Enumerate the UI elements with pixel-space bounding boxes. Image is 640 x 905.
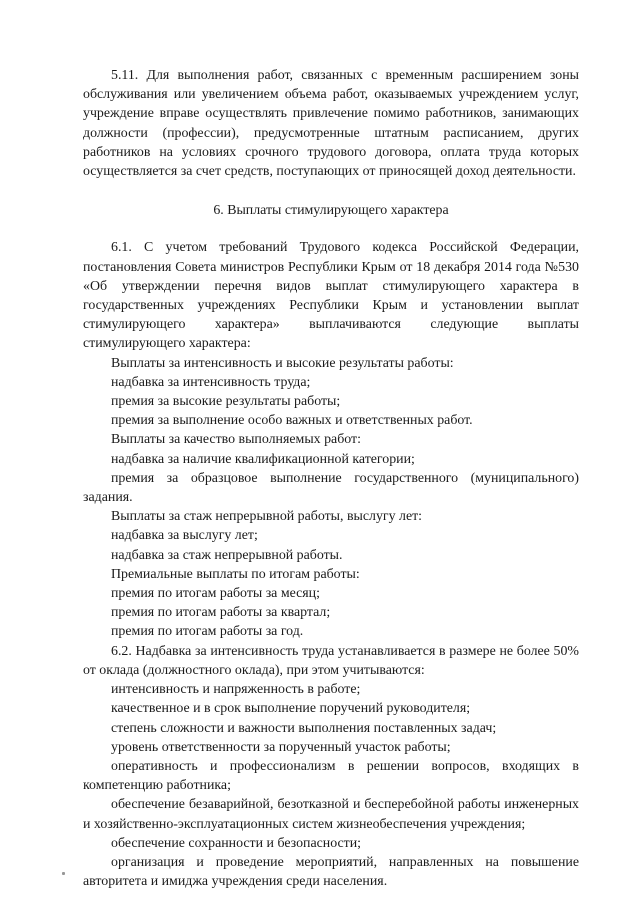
list-item: обеспечение безаварийной, безотказной и бесперебойной работы инженерных и хозяйственно-эксплуатационных систем жизнеобеспечения учреждения; (83, 797, 579, 832)
list-item: обеспечение сохранности и безопасности; (111, 835, 362, 851)
list-item: премия по итогам работы за год. (111, 624, 304, 640)
list-item: Премиальные выплаты по итогам работы: (111, 566, 360, 582)
paragraph-6-1: 6.1. С учетом требований Трудового кодекса Российской Федерации, постановления Совета министров Республики Крым от 18 декабря 2014 года №530 «Об утверждении перечня видов выплат стимулирующего характера в государственных учреждениях Республики Крым и установлении выплат стимулирующего характера» выплачиваются следующие выплаты стимулирующего характера: (83, 240, 579, 352)
paragraph-6-2: 6.2. Надбавка за интенсивность труда устанавливается в размере не более 50% от оклада (должностного оклада), при этом учитываются: (83, 643, 579, 678)
section-6-heading: 6. Выплаты стимулирующего характера (213, 203, 449, 219)
list-item: степень сложности и важности выполнения поставленных задач; (111, 720, 497, 736)
list-item: надбавка за стаж непрерывной работы. (111, 547, 343, 563)
list-item: премия за выполнение особо важных и ответственных работ. (111, 413, 473, 429)
list-item: премия по итогам работы за квартал; (111, 605, 331, 621)
scan-speck (62, 872, 65, 875)
list-item: Выплаты за качество выполняемых работ: (111, 432, 361, 448)
spacer (83, 181, 579, 201)
list-item: премия за образцовое выполнение государственного (муниципального) задания. (83, 470, 579, 506)
list-item: премия за высокие результаты работы; (111, 394, 341, 410)
spacer (83, 220, 579, 238)
document-body (83, 66, 579, 891)
list-item: оперативность и профессионализм в решении вопросов, входящих в компетенцию работника; (83, 758, 579, 794)
list-item: организация и проведение мероприятий, направленных на повышение авторитета и имиджа учреждения среди населения. (83, 854, 579, 890)
list-item: уровень ответственности за порученный участок работы; (111, 739, 451, 755)
list-item: надбавка за интенсивность труда; (111, 374, 311, 390)
list-item: Выплаты за стаж непрерывной работы, выслугу лет: (111, 509, 423, 525)
list-item: надбавка за наличие квалификационной категории; (111, 451, 415, 467)
list-item: качественное и в срок выполнение поручений руководителя; (111, 701, 471, 717)
list-item: Выплаты за интенсивность и высокие результаты работы: (111, 355, 454, 371)
list-item: надбавка за выслугу лет; (111, 528, 258, 544)
list-item: интенсивность и напряженность в работе; (111, 682, 361, 698)
paragraph-5-11: 5.11. Для выполнения работ, связанных с временным расширением зоны обслуживания или увеличением объема работ, оказываемых учреждением услуг, учреждение вправе осуществлять привлечение помимо работников, занимающих должности (профессии), предусмотренные штатным расписанием, других работников на условиях срочного трудового договора, оплата труда которых осуществляется за счет средств, поступающих от приносящей доход деятельности. (83, 68, 579, 180)
list-item: премия по итогам работы за месяц; (111, 586, 320, 602)
